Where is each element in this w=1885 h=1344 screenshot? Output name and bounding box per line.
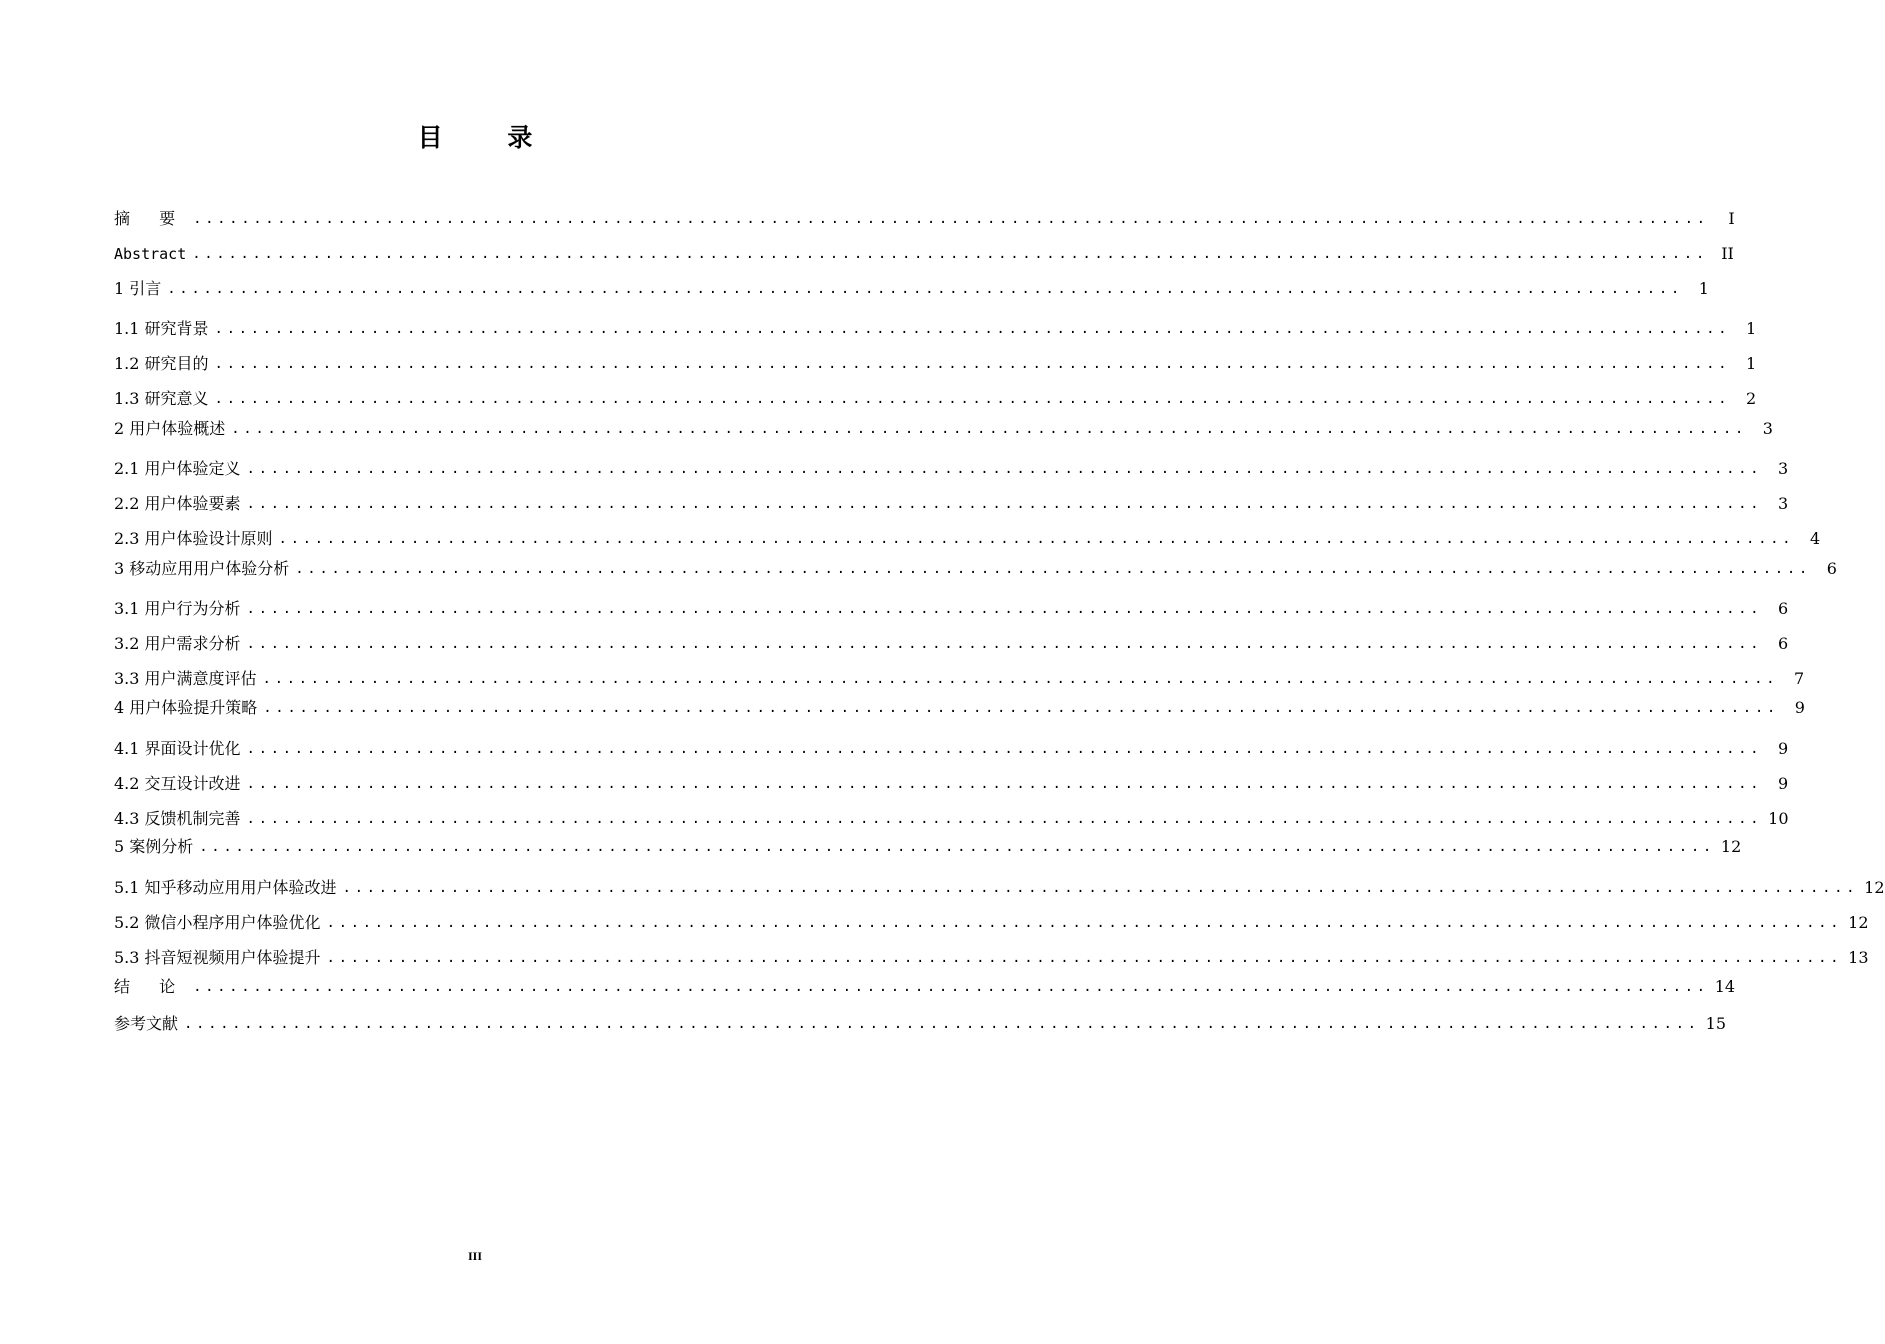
toc-entry-label: 结 论	[114, 977, 188, 996]
dot-leader: ..............................................................................................................................	[192, 246, 1708, 262]
toc-entry-page: 7	[1793, 669, 1805, 688]
dot-leader: ..............................................................................................................................	[263, 700, 1779, 716]
toc-entry-page: 12	[1864, 878, 1885, 897]
dot-leader: ..............................................................................................................................	[199, 839, 1715, 855]
toc-entry-4-1[interactable]	[114, 736, 1789, 760]
toc-entry-5-1[interactable]	[114, 875, 1885, 899]
toc-entry-ch3[interactable]	[114, 556, 1837, 580]
dot-leader: ..............................................................................................................................	[214, 356, 1731, 372]
toc-entry-label: 3.2 用户需求分析	[114, 634, 241, 653]
toc-entry-page: I	[1728, 209, 1735, 228]
toc-entry-page: 4	[1809, 529, 1821, 548]
page-number: III	[467, 1249, 482, 1263]
toc-entry-page: 9	[1794, 698, 1805, 717]
toc-entry-label: 4.3 反馈机制完善	[114, 809, 241, 828]
toc-entry-label: 4.2 交互设计改进	[114, 774, 241, 793]
toc-entry-page: 14	[1714, 977, 1736, 996]
toc-entry-page: 1	[1698, 279, 1709, 298]
toc-entry-label: 3.1 用户行为分析	[114, 599, 241, 618]
toc-entry-5-2[interactable]	[114, 910, 1869, 934]
toc-entry-label: 2.2 用户体验要素	[114, 494, 241, 513]
toc-entry-3-1[interactable]	[114, 596, 1789, 620]
dot-leader: ..............................................................................................................................	[193, 211, 1709, 227]
toc-entry-label: 3.3 用户满意度评估	[114, 669, 257, 688]
dot-leader: ..............................................................................................................................	[246, 496, 1763, 512]
toc-entry-conclusion[interactable]	[114, 974, 1736, 998]
toc-entry-page: 13	[1848, 948, 1869, 967]
toc-entry-ch4[interactable]	[114, 695, 1805, 719]
toc-entry-page: 9	[1777, 774, 1789, 793]
toc-entry-label: 1.3 研究意义	[114, 389, 209, 408]
toc-entry-page: 15	[1705, 1014, 1726, 1033]
dot-leader: ..............................................................................................................................	[342, 880, 1859, 896]
toc-entry-label: 5 案例分析	[114, 837, 194, 856]
toc-entry-page: 1	[1745, 354, 1757, 373]
toc-entry-3-3[interactable]	[114, 666, 1805, 690]
dot-leader: ..............................................................................................................................	[214, 321, 1731, 337]
toc-entry-label: 2.3 用户体验设计原则	[114, 529, 273, 548]
toc-entry-page: 1	[1745, 319, 1757, 338]
toc-entry-ch5[interactable]	[114, 834, 1742, 858]
toc-entry-page: 3	[1762, 419, 1773, 438]
toc-entry-4-2[interactable]	[114, 771, 1789, 795]
toc-entry-page: 12	[1720, 837, 1742, 856]
page-title: 目 录	[417, 123, 561, 152]
dot-leader: ..............................................................................................................................	[246, 776, 1763, 792]
toc-entry-label: 2.1 用户体验定义	[114, 459, 241, 478]
toc-entry-label: 2 用户体验概述	[114, 419, 226, 438]
toc-entry-page: 9	[1777, 739, 1789, 758]
toc-entry-page: 12	[1848, 913, 1869, 932]
toc-entry-page: 6	[1777, 634, 1789, 653]
toc-entry-abstract-cn[interactable]	[114, 206, 1735, 230]
toc-entry-2-1[interactable]	[114, 456, 1789, 480]
toc-entry-page: 2	[1745, 389, 1757, 408]
toc-entry-label: 1.1 研究背景	[114, 319, 209, 338]
toc-entry-5-3[interactable]	[114, 945, 1869, 969]
dot-leader: ..............................................................................................................................	[231, 421, 1747, 437]
dot-leader: ..............................................................................................................................	[246, 811, 1763, 827]
toc-entry-label: 3 移动应用用户体验分析	[114, 559, 290, 578]
dot-leader: ..............................................................................................................................	[326, 915, 1843, 931]
toc-entry-abstract-en[interactable]	[114, 241, 1734, 265]
dot-leader: ..............................................................................................................................	[214, 391, 1731, 407]
toc-entry-1-2[interactable]	[114, 351, 1757, 375]
dot-leader: ..............................................................................................................................	[246, 461, 1763, 477]
toc-entry-1-3[interactable]	[114, 386, 1757, 410]
toc-entry-3-2[interactable]	[114, 631, 1789, 655]
toc-entry-label: 参考文献	[114, 1014, 179, 1033]
toc-entry-1-1[interactable]	[114, 316, 1757, 340]
toc-entry-label: 5.2 微信小程序用户体验优化	[114, 913, 321, 932]
toc-entry-ch1[interactable]	[114, 276, 1709, 300]
toc-entry-label: 4 用户体验提升策略	[114, 698, 258, 717]
toc-entry-page: II	[1721, 244, 1734, 263]
dot-leader: ..............................................................................................................................	[326, 950, 1843, 966]
toc-entry-label: 1 引言	[114, 279, 162, 298]
dot-leader: ..............................................................................................................................	[246, 636, 1763, 652]
toc-entry-label: 5.1 知乎移动应用用户体验改进	[114, 878, 337, 897]
toc-entry-2-2[interactable]	[114, 491, 1789, 515]
dot-leader: ..............................................................................................................................	[295, 561, 1811, 577]
toc-entry-page: 3	[1777, 459, 1789, 478]
dot-leader: ..............................................................................................................................	[246, 741, 1763, 757]
toc-entry-page: 10	[1768, 809, 1789, 828]
toc-entry-references[interactable]	[114, 1011, 1726, 1035]
toc-entry-ch2[interactable]	[114, 416, 1773, 440]
toc-entry-label: 摘 要	[114, 209, 188, 228]
toc-entry-2-3[interactable]	[114, 526, 1821, 550]
toc-entry-label: Abstract	[114, 245, 187, 263]
dot-leader: ..............................................................................................................................	[246, 601, 1763, 617]
dot-leader: ..............................................................................................................................	[167, 281, 1683, 297]
dot-leader: ..............................................................................................................................	[262, 671, 1779, 687]
dot-leader: ..............................................................................................................................	[184, 1016, 1700, 1032]
toc-entry-page: 6	[1777, 599, 1789, 618]
dot-leader: ..............................................................................................................................	[193, 979, 1709, 995]
toc-entry-page: 6	[1826, 559, 1837, 578]
toc-entry-label: 1.2 研究目的	[114, 354, 209, 373]
toc-entry-page: 3	[1777, 494, 1789, 513]
toc-entry-label: 4.1 界面设计优化	[114, 739, 241, 758]
dot-leader: ..............................................................................................................................	[278, 531, 1795, 547]
toc-entry-label: 5.3 抖音短视频用户体验提升	[114, 948, 321, 967]
toc-entry-4-3[interactable]	[114, 806, 1789, 830]
